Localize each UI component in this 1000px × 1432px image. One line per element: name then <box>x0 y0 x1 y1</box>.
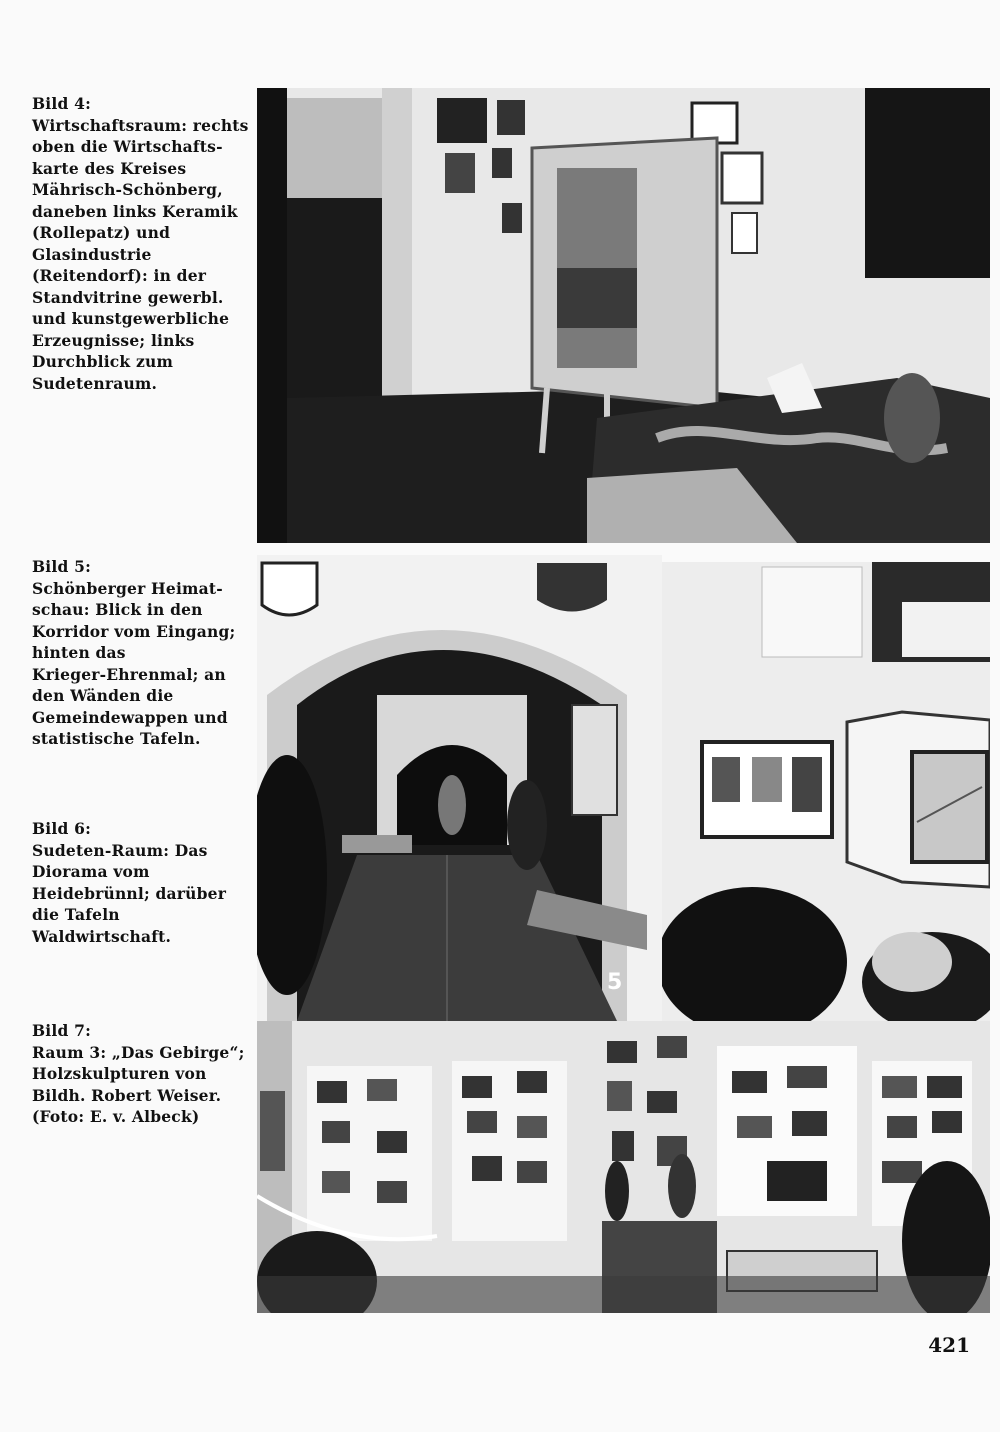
caption-line: Wirtschaftsraum: rechts <box>32 115 249 135</box>
caption-line: Bildh. Robert Weiser. <box>32 1085 222 1105</box>
caption-line: Sudetenraum. <box>32 373 158 393</box>
caption-line: den Wänden die <box>32 686 174 705</box>
caption-line: schau: Blick in den <box>32 600 203 619</box>
caption-line: Raum 3: „Das Gebirge“; <box>32 1042 245 1062</box>
caption-line: Bild 7: <box>32 1021 92 1040</box>
caption-line: Korridor vom Eingang; <box>32 621 236 641</box>
caption-line: Durchblick zum <box>32 352 174 371</box>
caption-line: die Tafeln <box>32 905 120 924</box>
caption-line: karte des Kreises <box>32 158 187 178</box>
caption-line: Krieger-Ehrenmal; an <box>32 664 226 684</box>
caption-line: (Foto: E. v. Albeck) <box>32 1107 200 1126</box>
photo-bild-6 <box>662 562 990 1022</box>
caption-line: und kunstgewerbliche <box>32 309 230 328</box>
caption-line: Holzskulpturen von <box>32 1064 207 1083</box>
caption-bild-5 <box>32 556 237 750</box>
caption-line: daneben links Keramik <box>32 201 238 221</box>
caption-line: (Rollepatz) und <box>32 223 171 242</box>
caption-line: Bild 6: <box>32 819 92 838</box>
caption-line: Waldwirtschaft. <box>32 926 172 946</box>
caption-line: hinten das <box>32 643 126 662</box>
caption-line: Bild 4: <box>32 94 92 113</box>
caption-line: Glasindustrie <box>32 244 152 264</box>
caption-line: Mährisch-Schönberg, <box>32 180 223 199</box>
caption-bild-4 <box>32 93 249 394</box>
caption-line: Standvitrine gewerbl. <box>32 287 224 307</box>
caption-line: Gemeindewappen und <box>32 707 228 727</box>
caption-line: Diorama vom <box>32 862 150 881</box>
caption-bild-7 <box>32 1020 245 1128</box>
caption-line: Erzeugnisse; links <box>32 330 195 350</box>
photo-bild-5 <box>257 555 662 1021</box>
caption-line: oben die Wirtschafts- <box>32 137 223 156</box>
caption-line: statistische Tafeln. <box>32 729 201 748</box>
photo-number-badge: 5 <box>607 970 623 995</box>
photo-bild-4 <box>257 88 990 543</box>
caption-line: Heidebrünnl; darüber <box>32 883 227 903</box>
caption-line: Sudeten-Raum: Das <box>32 840 208 860</box>
photo-bild-7 <box>257 1021 990 1313</box>
caption-line: (Reitendorf): in der <box>32 266 207 285</box>
page-number: 421 <box>928 1333 970 1357</box>
caption-bild-6 <box>32 818 237 947</box>
caption-line: Bild 5: <box>32 557 92 576</box>
caption-line: Schönberger Heimat- <box>32 578 223 598</box>
